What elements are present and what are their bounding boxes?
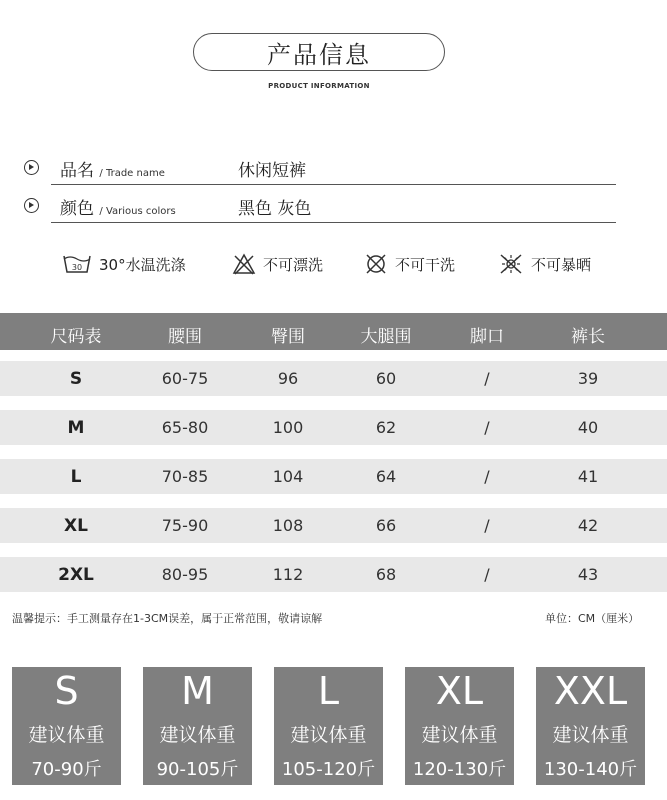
no-tumble-dry-icon bbox=[498, 253, 524, 275]
cell-waist: 80-95 bbox=[161, 565, 209, 584]
cell-size: M bbox=[67, 418, 85, 438]
care-item-dryclean bbox=[364, 250, 455, 278]
wash-30-icon bbox=[62, 253, 92, 275]
measurement-tip: 温馨提示：手工测量存在1-3CM误差，属于正常范围，敬请谅解 bbox=[12, 612, 323, 625]
weight-card-m bbox=[143, 667, 252, 785]
care-item-sun bbox=[498, 250, 591, 278]
svg-text:30: 30 bbox=[71, 263, 83, 272]
weight-card-xl bbox=[405, 667, 514, 785]
cell-length: 41 bbox=[577, 467, 599, 486]
table-row bbox=[0, 508, 667, 543]
cell-length: 43 bbox=[577, 565, 599, 584]
cell-hem: / bbox=[484, 369, 490, 388]
cell-waist: 75-90 bbox=[161, 516, 209, 535]
card-range: 70-90斤 bbox=[31, 759, 102, 780]
cell-length: 42 bbox=[577, 516, 599, 535]
cell-size: L bbox=[70, 467, 82, 487]
cell-size: XL bbox=[64, 516, 88, 536]
cell-waist: 60-75 bbox=[161, 369, 209, 388]
unit-note: 单位：CM（厘米） bbox=[545, 612, 640, 625]
care-item-wash bbox=[62, 250, 186, 278]
divider bbox=[51, 222, 616, 223]
header-hem: 脚口 bbox=[470, 327, 504, 347]
card-size: L bbox=[317, 669, 340, 713]
cell-hip: 112 bbox=[272, 565, 304, 584]
header-thigh: 大腿围 bbox=[360, 327, 412, 347]
cell-waist: 70-85 bbox=[161, 467, 209, 486]
cell-thigh: 64 bbox=[375, 467, 397, 486]
no-dryclean-icon bbox=[364, 253, 388, 275]
card-label: 建议体重 bbox=[421, 724, 498, 746]
no-bleach-icon bbox=[232, 253, 256, 275]
info-value: 休闲短裤 bbox=[238, 161, 306, 181]
header-length: 裤长 bbox=[571, 327, 605, 347]
cell-hem: / bbox=[484, 565, 490, 584]
table-row bbox=[0, 459, 667, 494]
weight-card-s bbox=[12, 667, 121, 785]
care-text: 不可暴晒 bbox=[531, 255, 592, 274]
table-row bbox=[0, 557, 667, 592]
care-item-bleach bbox=[232, 250, 323, 278]
cell-hem: / bbox=[484, 467, 490, 486]
cell-hip: 108 bbox=[272, 516, 304, 535]
info-label: 品名 / Trade name bbox=[60, 161, 165, 181]
info-value: 黑色 灰色 bbox=[238, 199, 312, 219]
cell-length: 40 bbox=[577, 418, 599, 437]
table-row bbox=[0, 361, 667, 396]
play-circle-icon bbox=[24, 198, 39, 213]
cell-thigh: 66 bbox=[375, 516, 397, 535]
size-table-header bbox=[0, 313, 667, 350]
cell-hem: / bbox=[484, 418, 490, 437]
cell-hem: / bbox=[484, 516, 490, 535]
cell-thigh: 68 bbox=[375, 565, 397, 584]
header-size: 尺码表 bbox=[50, 327, 102, 347]
info-label: 颜色 / Various colors bbox=[60, 199, 176, 219]
page-title: 产品信息 bbox=[193, 33, 445, 71]
card-range: 105-120斤 bbox=[281, 759, 376, 780]
card-label: 建议体重 bbox=[552, 724, 629, 746]
card-range: 90-105斤 bbox=[156, 759, 239, 780]
play-circle-icon bbox=[24, 160, 39, 175]
page-subtitle: PRODUCT INFORMATION bbox=[268, 82, 370, 90]
info-row-colors bbox=[24, 193, 616, 223]
care-text: 不可漂洗 bbox=[263, 255, 324, 274]
cell-waist: 65-80 bbox=[161, 418, 209, 437]
card-label: 建议体重 bbox=[290, 724, 367, 746]
card-range: 130-140斤 bbox=[543, 759, 638, 780]
weight-card-xxl bbox=[536, 667, 645, 785]
table-row bbox=[0, 410, 667, 445]
card-size: XL bbox=[435, 669, 484, 713]
cell-length: 39 bbox=[577, 369, 599, 388]
cell-thigh: 60 bbox=[375, 369, 397, 388]
card-size: S bbox=[54, 669, 79, 713]
cell-hip: 100 bbox=[272, 418, 304, 437]
divider bbox=[51, 184, 616, 185]
info-row-trade-name bbox=[24, 155, 616, 185]
care-text: 不可干洗 bbox=[395, 255, 456, 274]
card-size: XXL bbox=[553, 669, 628, 713]
card-range: 120-130斤 bbox=[412, 759, 507, 780]
cell-thigh: 62 bbox=[375, 418, 397, 437]
card-label: 建议体重 bbox=[28, 724, 105, 746]
cell-size: S bbox=[69, 369, 83, 389]
cell-hip: 104 bbox=[272, 467, 304, 486]
cell-size: 2XL bbox=[58, 565, 94, 585]
header-hip: 臀围 bbox=[271, 327, 305, 347]
weight-card-l bbox=[274, 667, 383, 785]
care-text: 30°水温洗涤 bbox=[99, 255, 186, 274]
card-label: 建议体重 bbox=[159, 724, 236, 746]
card-size: M bbox=[181, 669, 214, 713]
cell-hip: 96 bbox=[277, 369, 299, 388]
header-waist: 腰围 bbox=[168, 327, 202, 347]
